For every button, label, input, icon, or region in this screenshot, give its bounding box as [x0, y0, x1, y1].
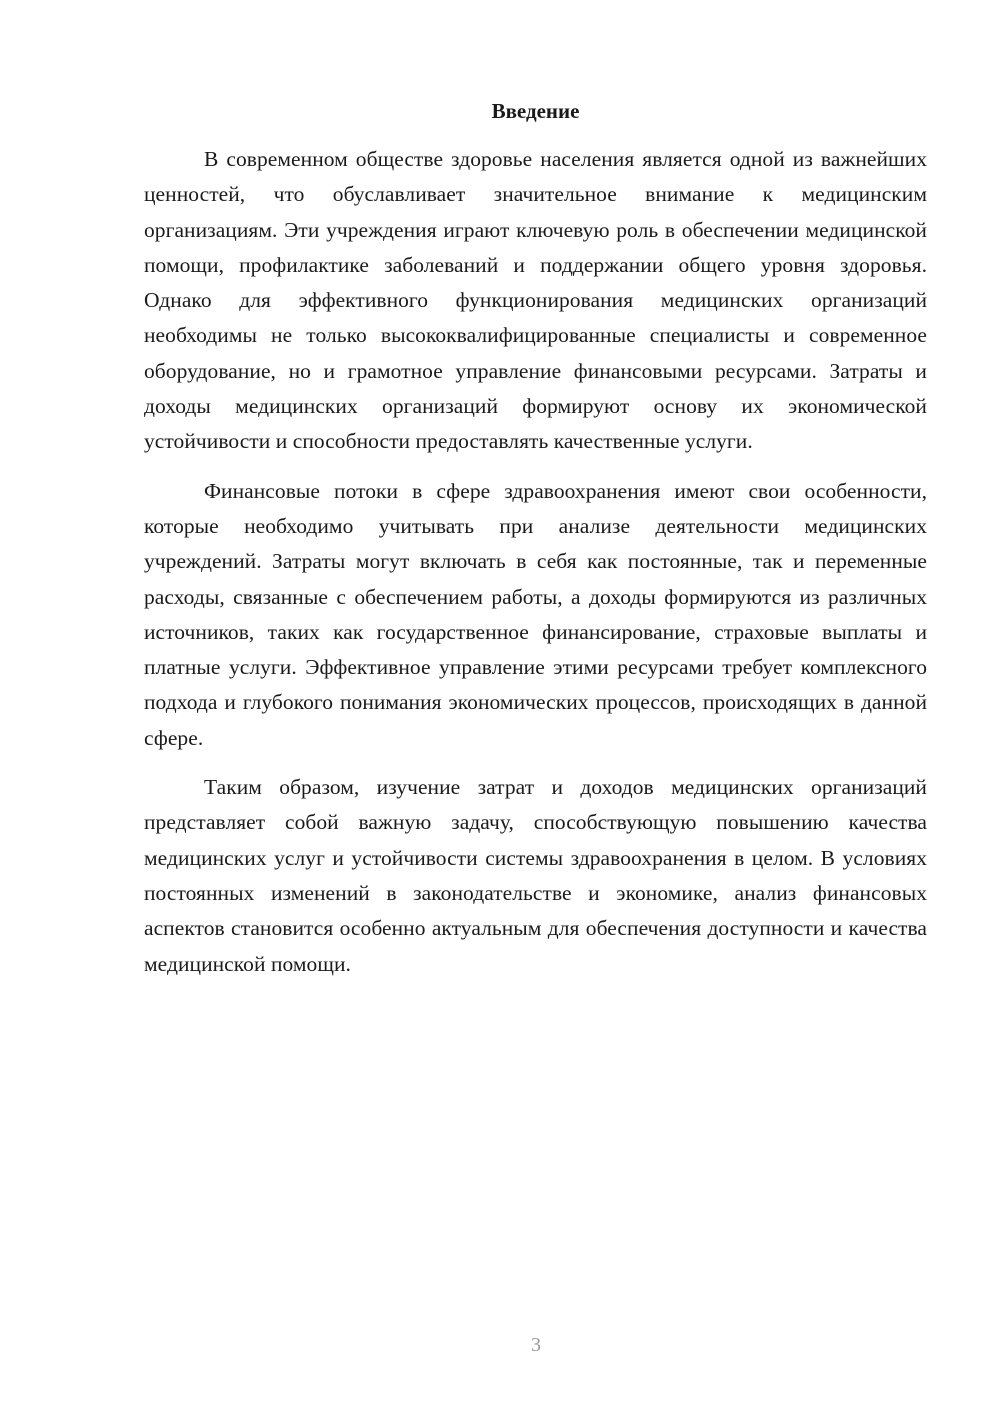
page-number: 3 [531, 1334, 541, 1356]
paragraph-1: В современном обществе здоровье населения является одной из важнейших ценностей, что обуславливает значительное внимание к медицинским организациям. Эти учреждения играют ключевую роль в обеспечении медицинской помощи, профилактике заболеваний и поддержании общего уровня здоровья. Однако для эффективного функционирования медицинских организаций необходимы не только высококвалифицированные специалисты и современное оборудование, но и грамотное управление финансовыми ресурсами. Затраты и доходы медицинских организаций формируют основу их экономической устойчивости и способности предоставлять качественные услуги. [144, 147, 927, 454]
paragraph-3: Таким образом, изучение затрат и доходов медицинских организаций представляет собой важную задачу, способствующую повышению качества медицинских услуг и устойчивости системы здравоохранения в целом. В условиях постоянных изменений в законодательстве и экономике, анализ финансовых аспектов становится особенно актуальным для обеспечения доступности и качества медицинской помощи. [144, 775, 927, 976]
paragraph-2: Финансовые потоки в сфере здравоохранения имеют свои особенности, которые необходимо учитывать при анализе деятельности медицинских учреждений. Затраты могут включать в себя как постоянные, так и переменные расходы, связанные с обеспечением работы, а доходы формируются из различных источников, таких как государственное финансирование, страховые выплаты и платные услуги. Эффективное управление этими ресурсами требует комплексного подхода и глубокого понимания экономических процессов, происходящих в данной сфере. [144, 478, 927, 750]
section-heading: Введение [491, 99, 580, 123]
page-content [144, 96, 927, 996]
